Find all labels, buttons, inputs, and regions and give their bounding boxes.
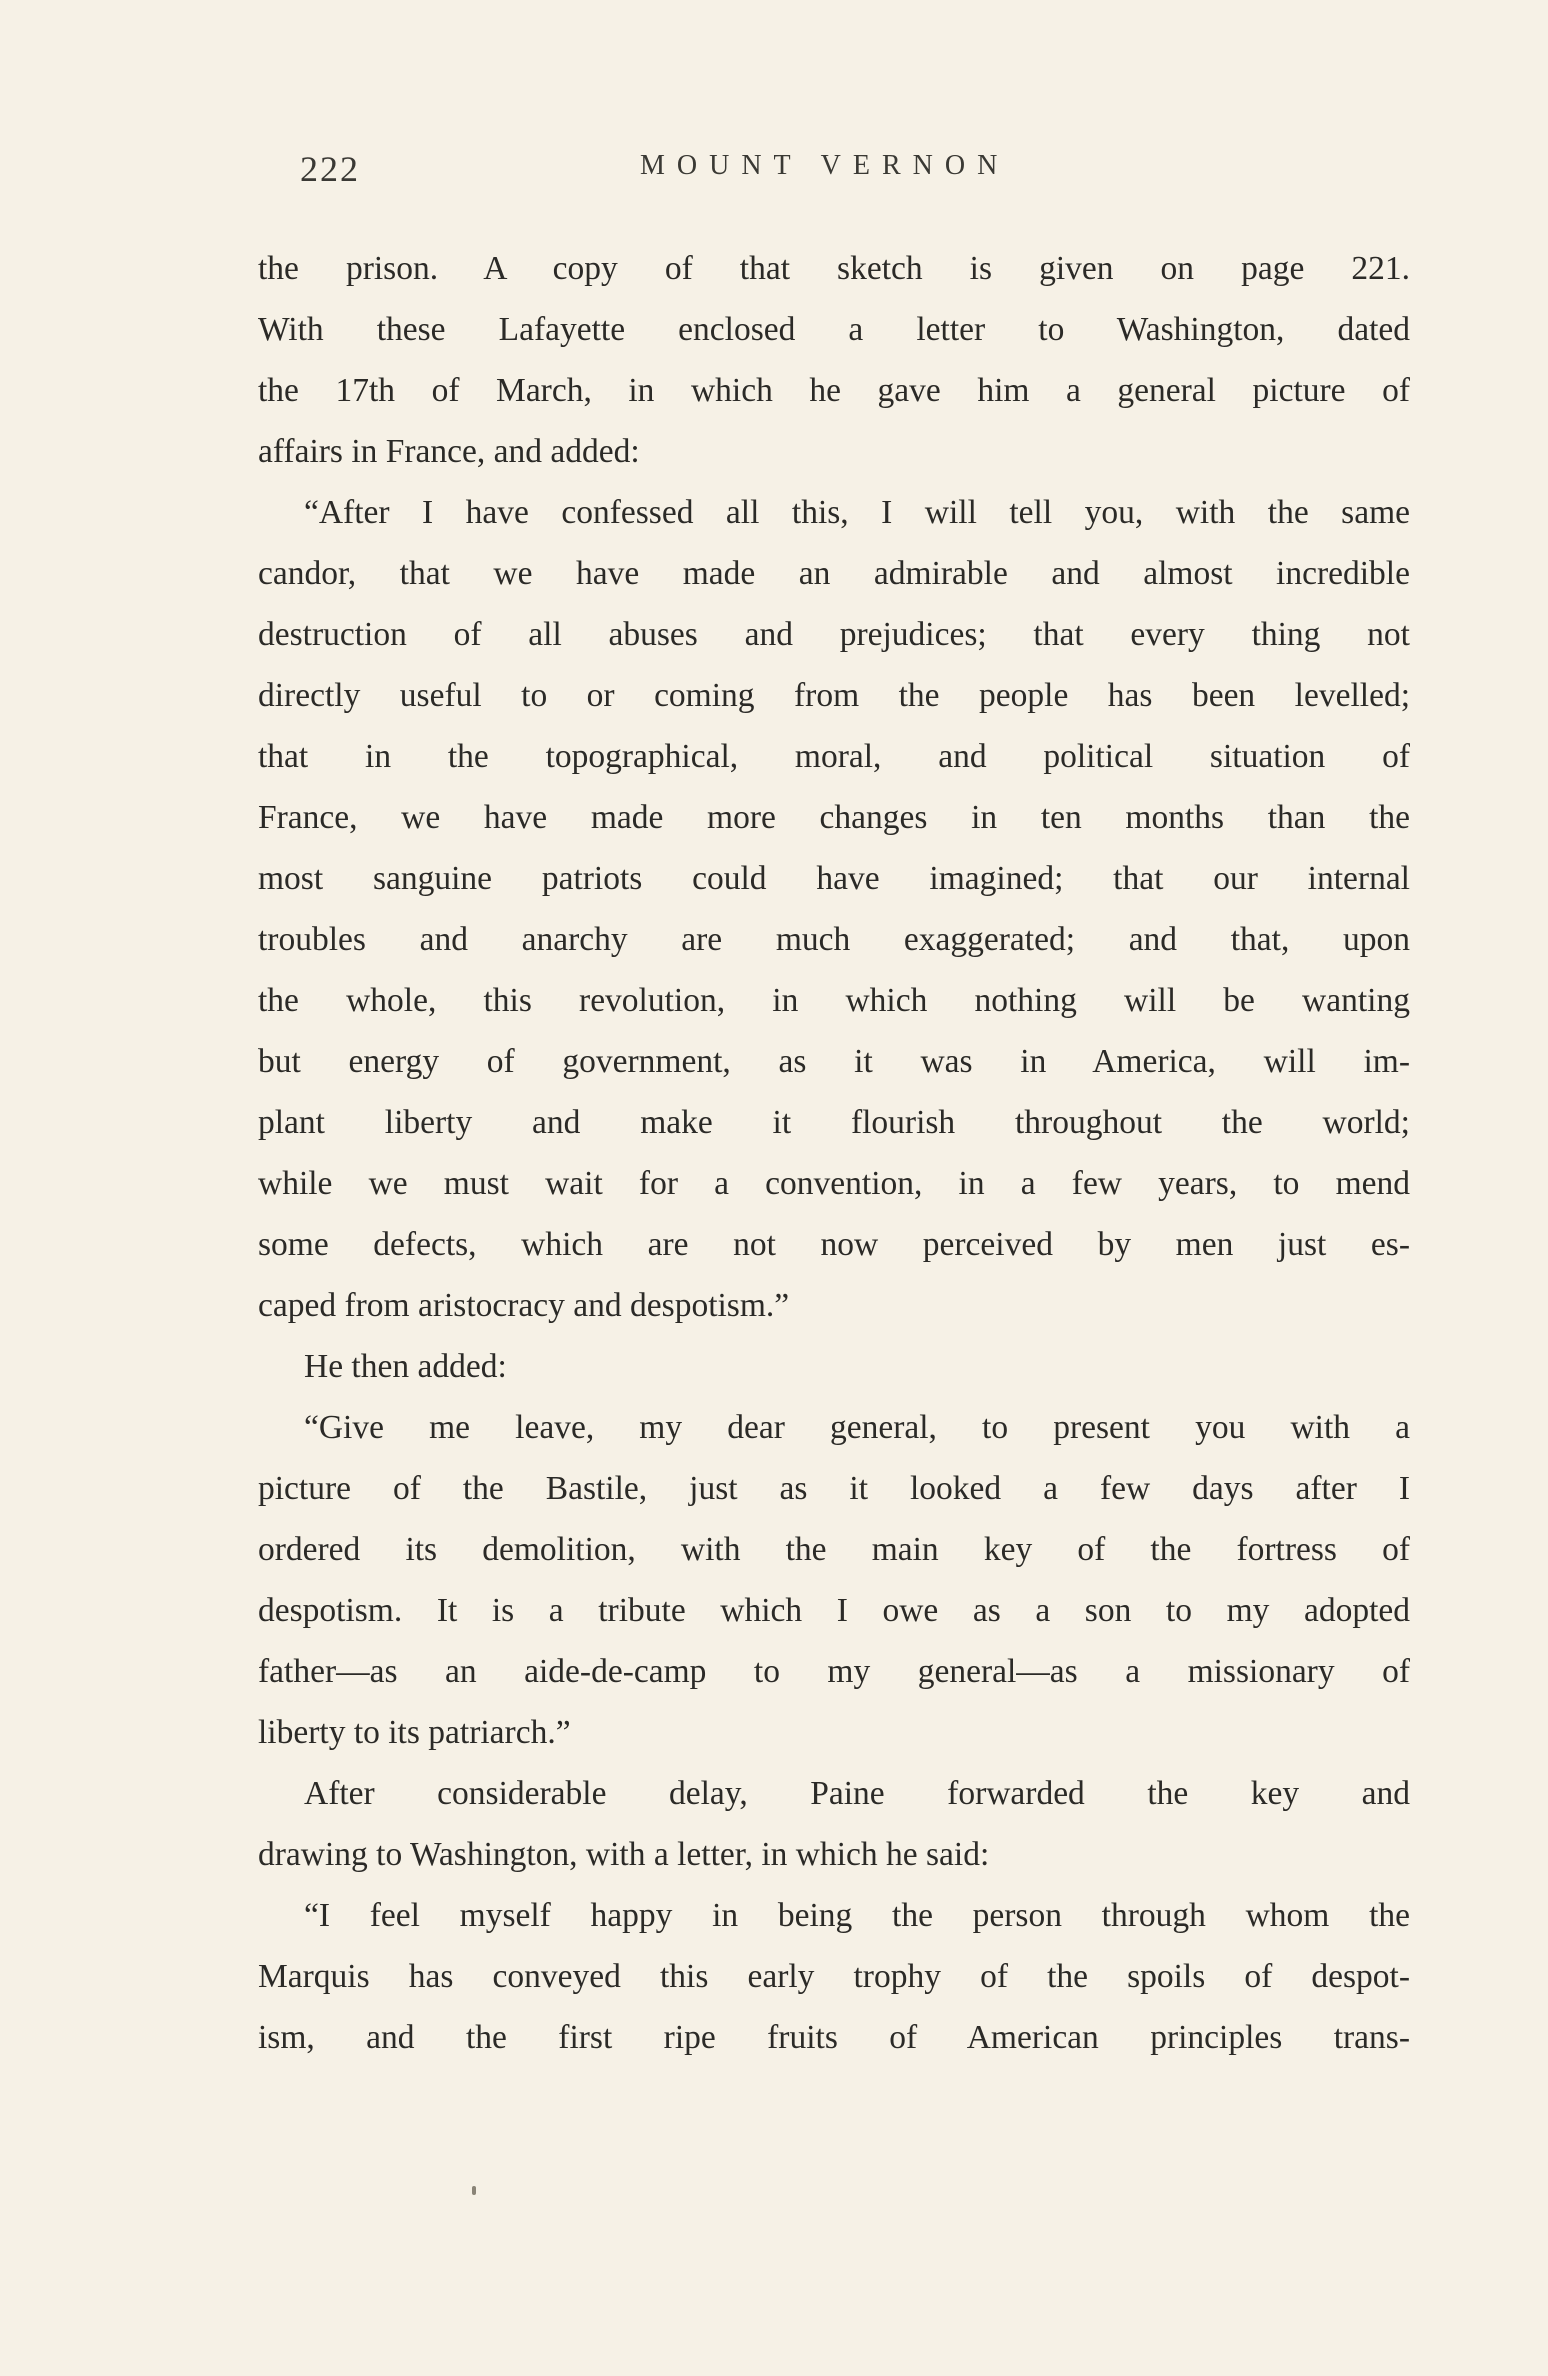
text-line: After considerable delay, Paine forwarded the key and xyxy=(304,1775,1410,1812)
text-line: while we must wait for a convention, in a few years, to mend xyxy=(258,1165,1410,1202)
text-line: directly useful to or coming from the people has been levelled; xyxy=(258,677,1410,714)
text-line: that in the topographical, moral, and political situation of xyxy=(258,738,1410,775)
text-line: drawing to Washington, with a letter, in which he said: xyxy=(258,1836,990,1873)
text-line: but energy of government, as it was in America, will im- xyxy=(258,1043,1410,1080)
text-line: most sanguine patriots could have imagined; that our internal xyxy=(258,860,1410,897)
text-line: father—as an aide-de-camp to my general—as a missionary of xyxy=(258,1653,1410,1690)
text-line: “After I have confessed all this, I will tell you, with the same xyxy=(304,494,1410,531)
text-line: “I feel myself happy in being the person through whom the xyxy=(304,1897,1410,1934)
text-line: the 17th of March, in which he gave him a general picture of xyxy=(258,372,1410,409)
text-line: liberty to its patriarch.” xyxy=(258,1714,571,1751)
text-line: Marquis has conveyed this early trophy of the spoils of despot- xyxy=(258,1958,1410,1995)
text-line: ism, and the first ripe fruits of American principles trans- xyxy=(258,2019,1410,2056)
text-line: “Give me leave, my dear general, to present you with a xyxy=(304,1409,1410,1446)
text-line: affairs in France, and added: xyxy=(258,433,640,470)
text-line: picture of the Bastile, just as it looked a few days after I xyxy=(258,1470,1410,1507)
text-line: the whole, this revolution, in which nothing will be wanting xyxy=(258,982,1410,1019)
text-line: troubles and anarchy are much exaggerated; and that, upon xyxy=(258,921,1410,958)
text-line: candor, that we have made an admirable and almost incredible xyxy=(258,555,1410,592)
text-line: caped from aristocracy and despotism.” xyxy=(258,1287,790,1324)
running-head: MOUNT VERNON xyxy=(640,150,1010,181)
text-line: plant liberty and make it flourish throughout the world; xyxy=(258,1104,1410,1141)
text-line: the prison. A copy of that sketch is given on page 221. xyxy=(258,250,1410,287)
body-text xyxy=(258,238,1410,2068)
text-line: France, we have made more changes in ten months than the xyxy=(258,799,1410,836)
text-line: despotism. It is a tribute which I owe as a son to my adopted xyxy=(258,1592,1410,1629)
text-line: With these Lafayette enclosed a letter to Washington, dated xyxy=(258,311,1410,348)
ink-speck xyxy=(472,2186,476,2195)
text-line: ordered its demolition, with the main key of the fortress of xyxy=(258,1531,1410,1568)
page-number: 222 xyxy=(300,149,360,189)
text-line: some defects, which are not now perceived by men just es- xyxy=(258,1226,1410,1263)
text-line: destruction of all abuses and prejudices; that every thing not xyxy=(258,616,1410,653)
text-line: He then added: xyxy=(304,1348,507,1385)
